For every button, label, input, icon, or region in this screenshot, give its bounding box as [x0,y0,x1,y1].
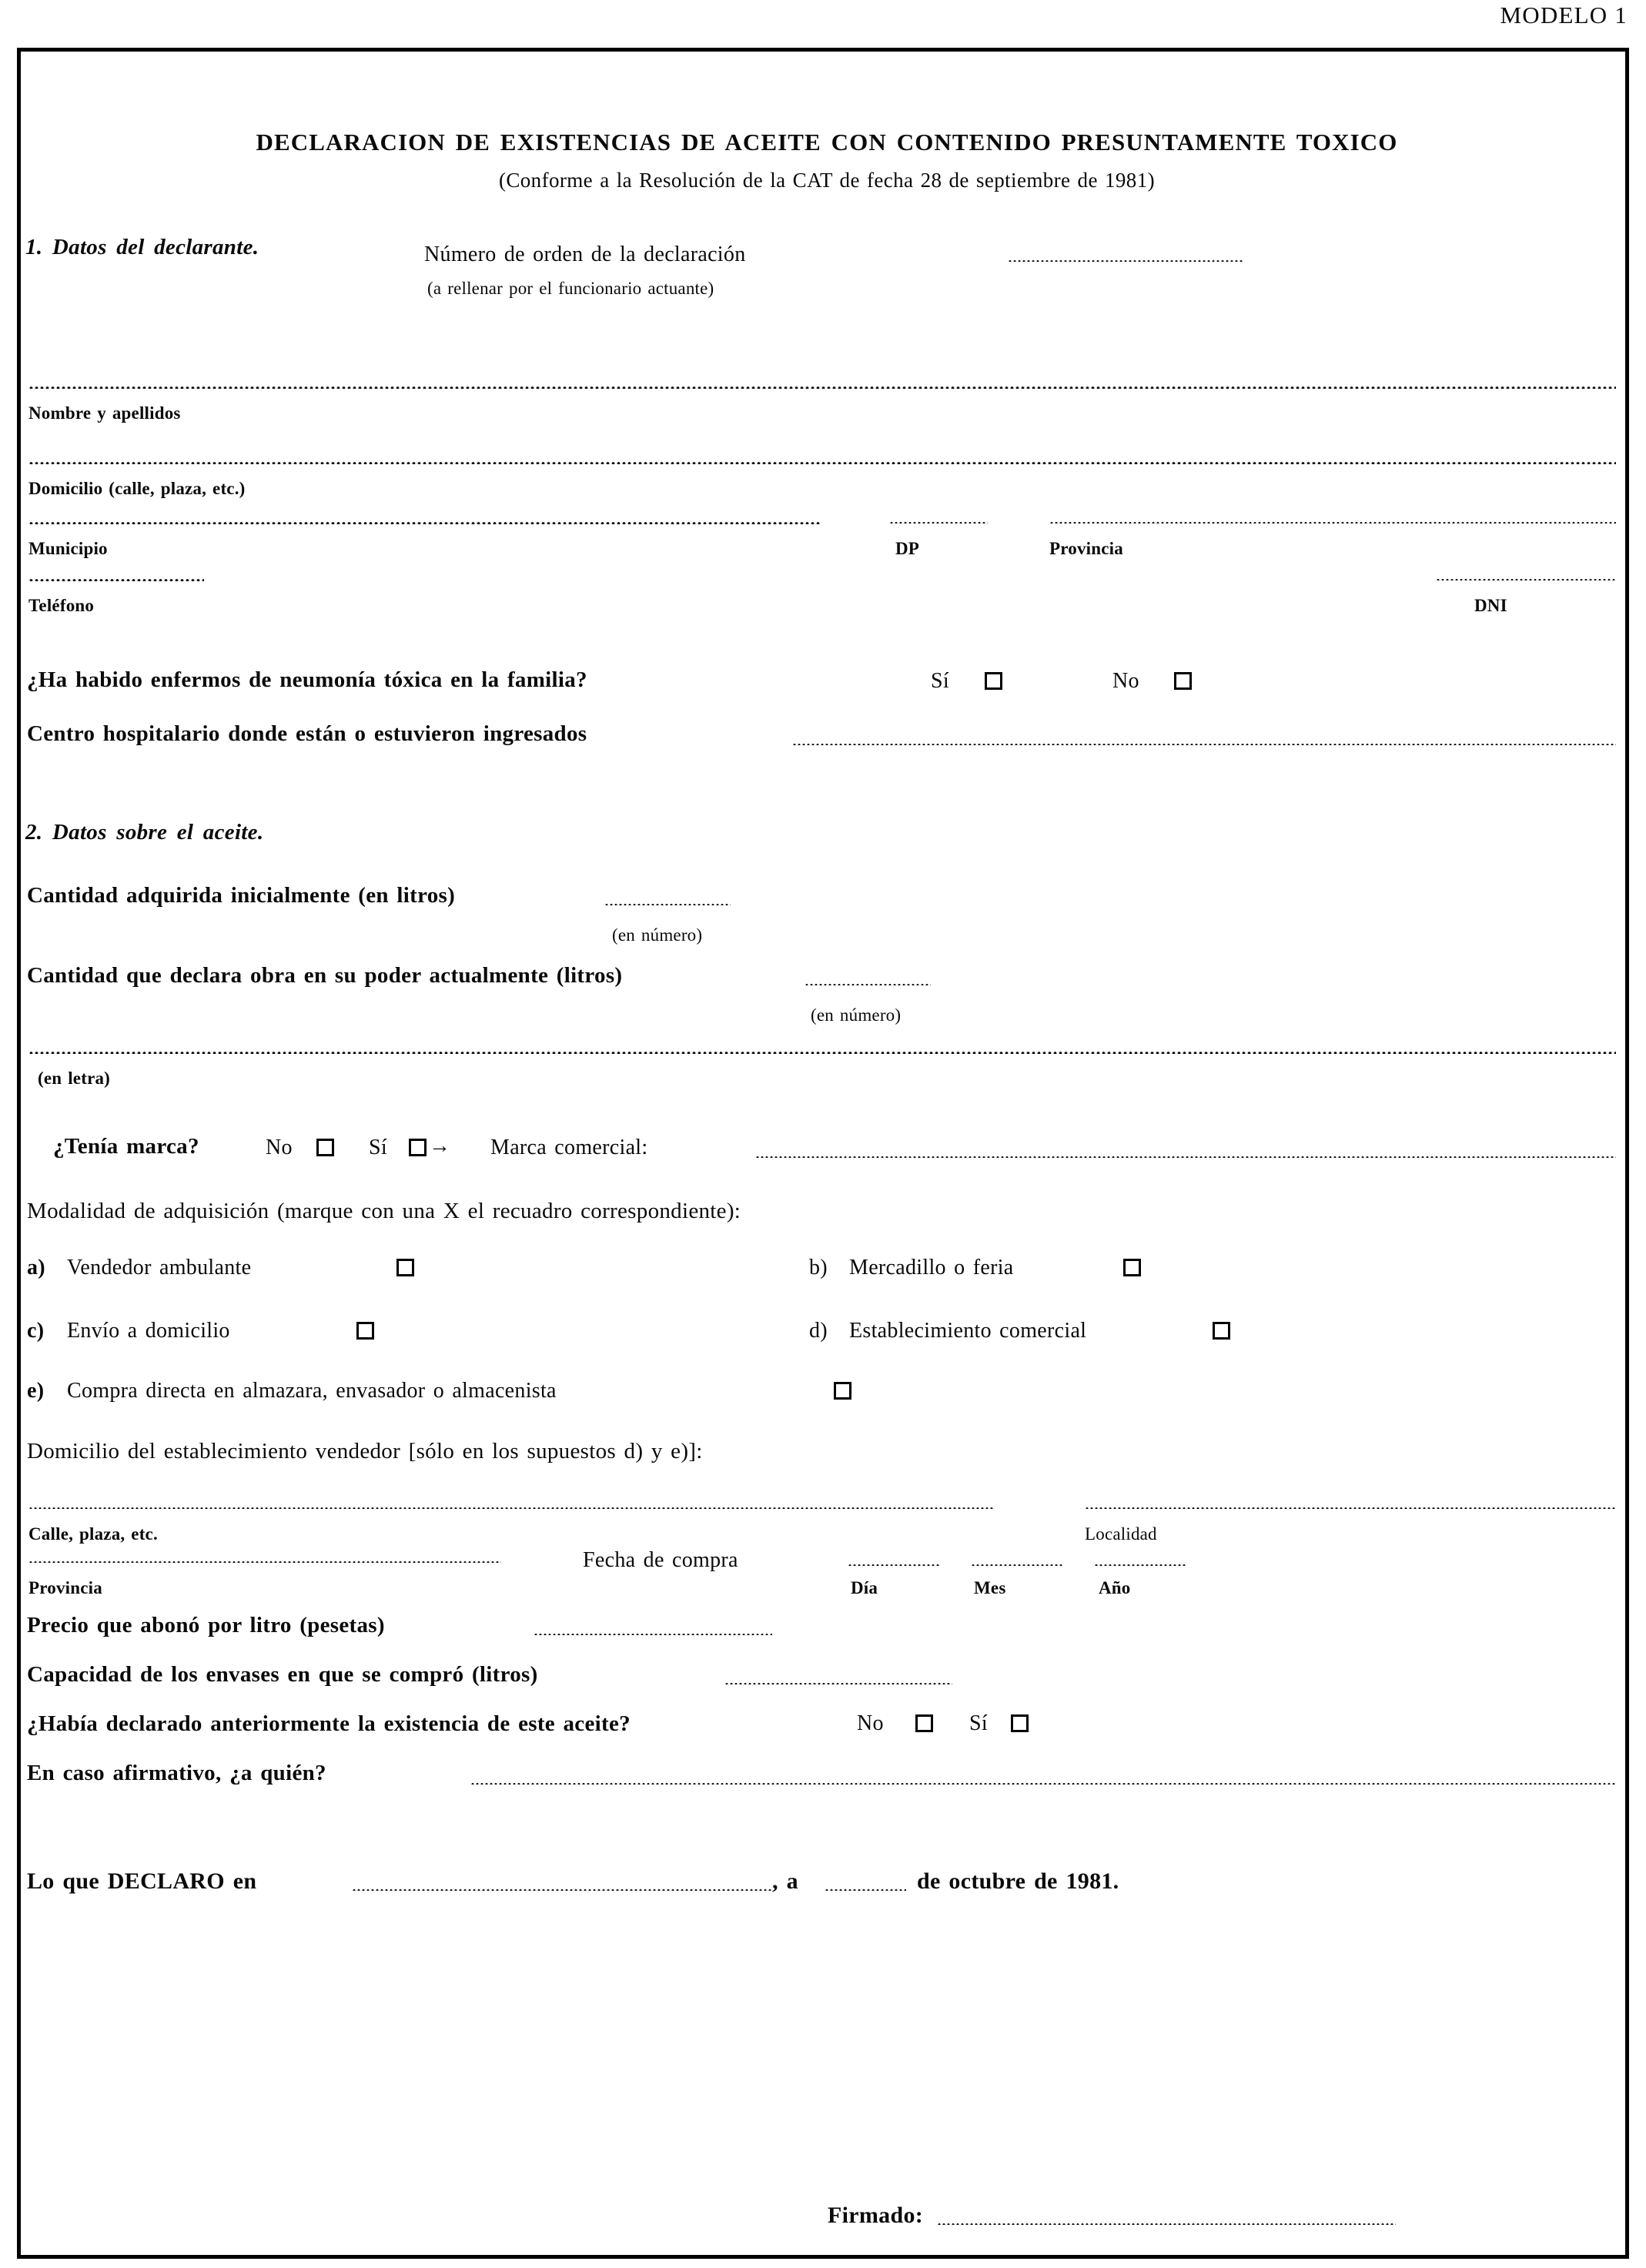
numero-orden-note: (a rellenar por el funcionario actuante) [427,279,714,298]
modalidad-c-checkbox[interactable] [356,1322,374,1340]
modalidad-a-checkbox[interactable] [396,1259,414,1276]
marca-no-label: No [266,1136,293,1159]
declaro-lugar-input[interactable] [352,1887,772,1891]
marca-comercial-input[interactable] [755,1154,1616,1158]
telefono-label: Teléfono [28,596,95,615]
fecha-dia-input[interactable] [848,1562,940,1566]
provincia-vendedor-label: Provincia [28,1578,102,1597]
localidad-vendedor-label: Localidad [1085,1524,1157,1544]
page-subtitle: (Conforme a la Resolución de la CAT de fecha 28 de septiembre de 1981) [498,169,1155,192]
fecha-mes-input[interactable] [971,1562,1063,1566]
municipio-label: Municipio [28,539,108,558]
dp-label: DP [895,539,920,558]
cantidad-inicial-input[interactable] [604,902,731,905]
marca-no-checkbox[interactable] [316,1139,334,1156]
section-2-heading: 2. Datos sobre el aceite. [25,820,264,845]
cantidad-actual-label: Cantidad que declara obra en su poder actualmente (litros) [27,963,623,988]
precio-litro-input[interactable] [534,1631,772,1635]
modalidad-e-checkbox[interactable] [834,1382,851,1400]
neumonia-no-checkbox[interactable] [1174,672,1192,690]
declarado-no-checkbox[interactable] [915,1714,933,1732]
calle-vendedor-label: Calle, plaza, etc. [28,1524,158,1544]
section-1-heading: 1. Datos del declarante. [25,235,259,259]
page-title: DECLARACION DE EXISTENCIAS DE ACEITE CON CONTENIDO PRESUNTAMENTE TOXICO [256,129,1398,156]
modalidad-e-label: Compra directa en almazara, envasador o almacenista [67,1379,557,1403]
declarado-question: ¿Había declarado anteriormente la existencia de este aceite? [27,1711,631,1736]
provincia-vendedor-input[interactable] [28,1559,501,1563]
declarado-no-label: No [857,1711,884,1735]
fecha-anio-input[interactable] [1094,1562,1186,1566]
cantidad-actual-input[interactable] [805,982,931,985]
marca-question: ¿Tenía marca? [53,1134,199,1159]
dp-input[interactable] [889,520,988,524]
form-frame [17,48,1629,2259]
modalidad-label: Modalidad de adquisición (marque con una X el recuadro correspondiente): [27,1199,741,1223]
modalidad-c-label: Envío a domicilio [67,1319,230,1343]
declaro-dia-input[interactable] [825,1887,906,1891]
domicilio-vendedor-label: Domicilio del establecimiento vendedor [sólo en los supuestos d) y e)]: [27,1439,703,1463]
neumonia-si-label: Sí [931,669,949,693]
arrow-right-icon: → [429,1134,450,1158]
modalidad-c-key: c) [27,1319,45,1343]
marca-comercial-label: Marca comercial: [490,1136,648,1159]
modalidad-a-key: a) [27,1256,45,1280]
modalidad-d-label: Establecimiento comercial [849,1319,1087,1343]
modalidad-b-label: Mercadillo o feria [849,1256,1014,1280]
fecha-anio-label: Año [1099,1578,1131,1597]
declarado-si-label: Sí [969,1711,988,1735]
declaro-prefix: Lo que DECLARO en [27,1868,257,1894]
numero-orden-label: Número de orden de la declaración [424,243,746,266]
nombre-apellidos-input[interactable] [28,384,1616,389]
cantidad-actual-note: (en número) [811,1005,902,1025]
modalidad-b-checkbox[interactable] [1123,1259,1141,1276]
provincia-label: Provincia [1049,539,1123,558]
firmado-input[interactable] [937,2221,1396,2225]
marca-si-label: Sí [369,1136,387,1159]
modalidad-b-key: b) [809,1256,828,1280]
modalidad-e-key: e) [27,1379,45,1403]
nombre-apellidos-label: Nombre y apellidos [28,403,181,423]
dni-input[interactable] [1436,577,1616,580]
cantidad-inicial-note: (en número) [612,925,703,945]
modalidad-d-checkbox[interactable] [1213,1322,1230,1340]
fecha-mes-label: Mes [974,1578,1006,1597]
centro-hospitalario-input[interactable] [792,741,1616,745]
fecha-compra-label: Fecha de compra [583,1548,738,1572]
localidad-vendedor-input[interactable] [1085,1505,1616,1509]
precio-litro-label: Precio que abonó por litro (pesetas) [27,1613,385,1637]
modalidad-a-label: Vendedor ambulante [67,1256,252,1280]
provincia-input[interactable] [1049,520,1616,524]
a-quien-input[interactable] [470,1781,1616,1785]
firmado-label: Firmado: [828,2203,924,2228]
calle-vendedor-input[interactable] [28,1505,994,1509]
fecha-dia-label: Día [851,1578,878,1597]
declaro-suffix: de octubre de 1981. [917,1868,1119,1894]
declaro-mid: , a [772,1868,798,1894]
neumonia-si-checkbox[interactable] [985,672,1002,690]
neumonia-question: ¿Ha habido enfermos de neumonía tóxica en la familia? [27,667,587,692]
capacidad-envases-label: Capacidad de los envases en que se compró (litros) [27,1662,538,1687]
centro-hospitalario-label: Centro hospitalario donde están o estuvieron ingresados [27,721,587,746]
telefono-input[interactable] [28,577,204,581]
modalidad-d-key: d) [809,1319,828,1343]
dni-label: DNI [1474,596,1507,615]
capacidad-envases-input[interactable] [724,1681,952,1684]
cantidad-en-letra-input[interactable] [28,1049,1616,1054]
cantidad-inicial-label: Cantidad adquirida inicialmente (en litros) [27,883,456,908]
a-quien-label: En caso afirmativo, ¿a quién? [27,1761,326,1785]
neumonia-no-label: No [1112,669,1139,693]
domicilio-label: Domicilio (calle, plaza, etc.) [28,479,246,498]
domicilio-input[interactable] [28,460,1616,464]
declarado-si-checkbox[interactable] [1011,1714,1029,1732]
form-page [21,52,1633,2263]
cantidad-en-letra-label: (en letra) [38,1069,111,1088]
numero-orden-input[interactable] [1008,258,1243,262]
marca-si-checkbox[interactable] [409,1139,427,1156]
modelo-tag: MODELO 1 [1500,2,1628,28]
municipio-input[interactable] [28,520,821,524]
